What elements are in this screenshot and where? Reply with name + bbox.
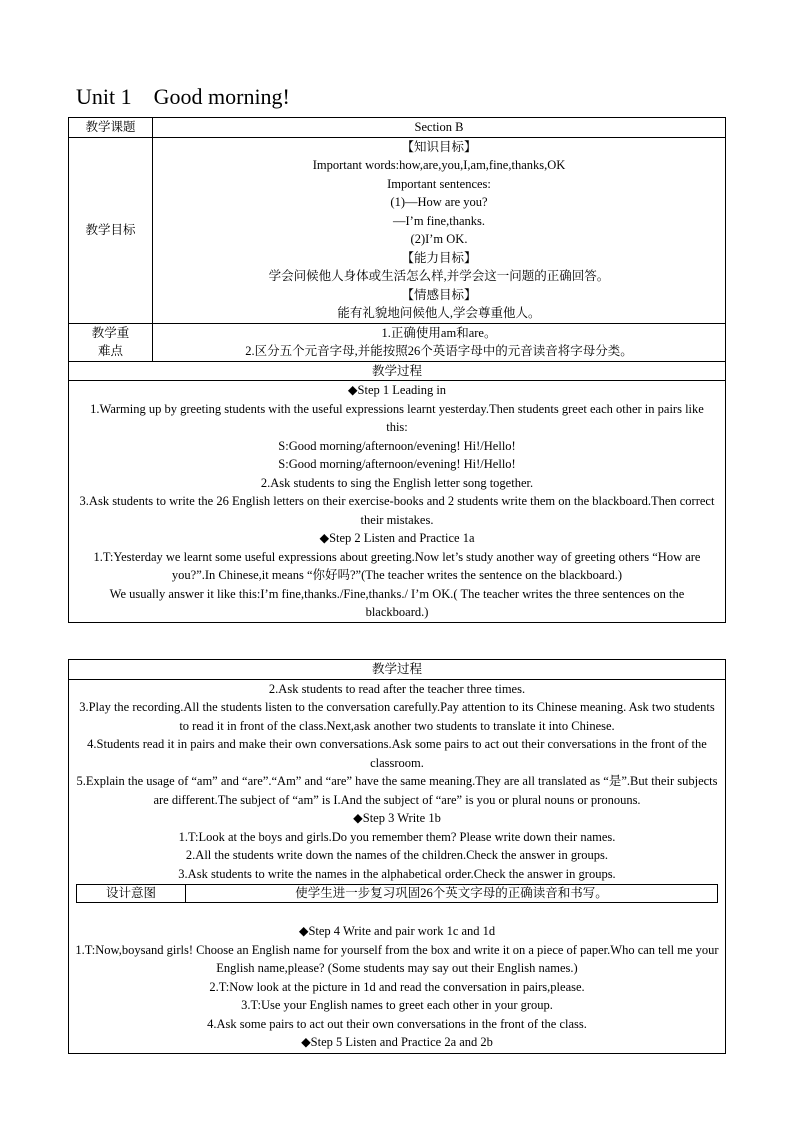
lesson-plan-table-2: [68, 659, 726, 1054]
process-header: 教学过程: [69, 361, 726, 381]
process-line: S:Good morning/afternoon/evening! Hi!/Hello!: [278, 457, 516, 471]
process-line: 5.Explain the usage of “am” and “are”.“Am” and “are” have the same meaning.They are all translated as “是”.But their subjects are different.The subject of “am” is I.And the subject of “are” is you or plural nouns or pronouns.: [76, 774, 718, 807]
goals-line: (1)—How are you?: [390, 195, 488, 209]
keypoints-cell: [153, 323, 726, 361]
process-line: 3.Ask students to write the names in the alphabetical order.Check the answer in groups.: [178, 866, 616, 881]
goals-line: 【知识目标】: [401, 139, 477, 154]
keypoints-row: [69, 323, 726, 361]
process-line: 2.T:Now look at the picture in 1d and read the conversation in pairs,please.: [209, 979, 585, 994]
process-line: 2.Ask students to read after the teacher three times.: [268, 681, 526, 696]
process-line: ◆Step 5 Listen and Practice 2a and 2b: [301, 1035, 493, 1049]
process-line: We usually answer it like this:I’m fine,thanks./Fine,thanks./ I’m OK.( The teacher writes the three sentences on the blackboard.): [109, 586, 685, 619]
topic-row: [69, 118, 726, 138]
process-row-2: [69, 679, 726, 1053]
lesson-plan-table-1: [68, 117, 726, 623]
keypoints-line: 1.正确使用am和are。: [381, 325, 497, 340]
process-header-row-2: [69, 660, 726, 680]
process-line: ◆Step 2 Listen and Practice 1a: [319, 531, 475, 545]
goals-line: 学会问候他人身体或生活怎么样,并学会这一问题的正确回答。: [268, 269, 610, 283]
keypoints-label-line: 难点: [97, 344, 123, 358]
goals-line: Important words:how,are,you,I,am,fine,thanks,OK: [312, 158, 566, 172]
page-title: Unit 1 Good morning!: [76, 84, 290, 109]
process-line: S:Good morning/afternoon/evening! Hi!/Hello!: [278, 438, 516, 453]
goals-line: (2)I’m OK.: [410, 232, 468, 246]
design-intent-table: [76, 884, 718, 903]
process-line: 2.Ask students to sing the English letter song together.: [260, 475, 534, 490]
spacer: [75, 904, 719, 922]
process-row: [69, 381, 726, 623]
process-line: ◆Step 3 Write 1b: [353, 811, 441, 825]
process-line: ◆Step 1 Leading in: [347, 383, 447, 397]
topic-label: 教学课题: [69, 118, 153, 138]
goals-cell: [153, 137, 726, 323]
design-intent-row: [77, 885, 718, 903]
keypoints-label: [69, 323, 153, 361]
process-line: 1.T:Yesterday we learnt some useful expressions about greeting.Now let’s study another way of greeting others “How are you?”.In Chinese,it means “你好吗?”(The teacher writes the sentence on the blackboard.): [93, 549, 701, 582]
goals-line: 能有礼貌地问候他人,学会尊重他人。: [337, 306, 541, 320]
process-line: 4.Ask some pairs to act out their own conversations in the front of the class.: [207, 1016, 587, 1031]
goals-label: 教学目标: [69, 137, 153, 323]
process-cell: [69, 381, 726, 623]
process-line: 3.T:Use your English names to greet each other in your group.: [241, 998, 553, 1012]
process-line: ◆Step 4 Write and pair work 1c and 1d: [298, 924, 496, 938]
process-line: 1.T:Now,boysand girls! Choose an English name for yourself from the box and write it on a piece of paper.Who can tell me your English name,please? (Some students may say out their English names.): [75, 942, 719, 975]
goals-line: Important sentences:: [387, 176, 491, 191]
process-line: 1.Warming up by greeting students with the useful expressions learnt yesterday.Then students greet each other in pairs like this:: [90, 401, 704, 434]
topic-value: Section B: [153, 118, 726, 138]
goals-row: [69, 137, 726, 323]
process-line: 3.Ask students to write the 26 English letters on their exercise-books and 2 students write them on the blackboard.Then correct their mistakes.: [79, 494, 715, 527]
process-cell-2: [69, 679, 726, 1053]
design-intent-label: 设计意图: [77, 885, 186, 903]
goals-line: 【能力目标】: [401, 250, 477, 265]
process-line: 4.Students read it in pairs and make their own conversations.Ask some pairs to act out their conversations in the front of the classroom.: [87, 737, 707, 770]
keypoints-label-line: 教学重: [91, 325, 130, 340]
keypoints-line: 2.区分五个元音字母,并能按照26个英语字母中的元音读音将字母分类。: [245, 344, 633, 358]
goals-line: —I’m fine,thanks.: [393, 213, 485, 228]
goals-line: 【情感目标】: [401, 287, 477, 302]
process-header-row: [69, 361, 726, 381]
design-intent-value: 使学生进一步复习巩固26个英文字母的正确读音和书写。: [186, 885, 718, 903]
process-line: 2.All the students write down the names of the children.Check the answer in groups.: [185, 848, 609, 862]
process-line: 3.Play the recording.All the students listen to the conversation carefully.Pay attention to its Chinese meaning. Ask two students to read it in front of the class.Next,ask another two students to translate it into Chinese.: [79, 700, 715, 733]
process-header-2: 教学过程: [69, 660, 726, 680]
process-line: 1.T:Look at the boys and girls.Do you remember them? Please write down their names.: [178, 829, 616, 844]
